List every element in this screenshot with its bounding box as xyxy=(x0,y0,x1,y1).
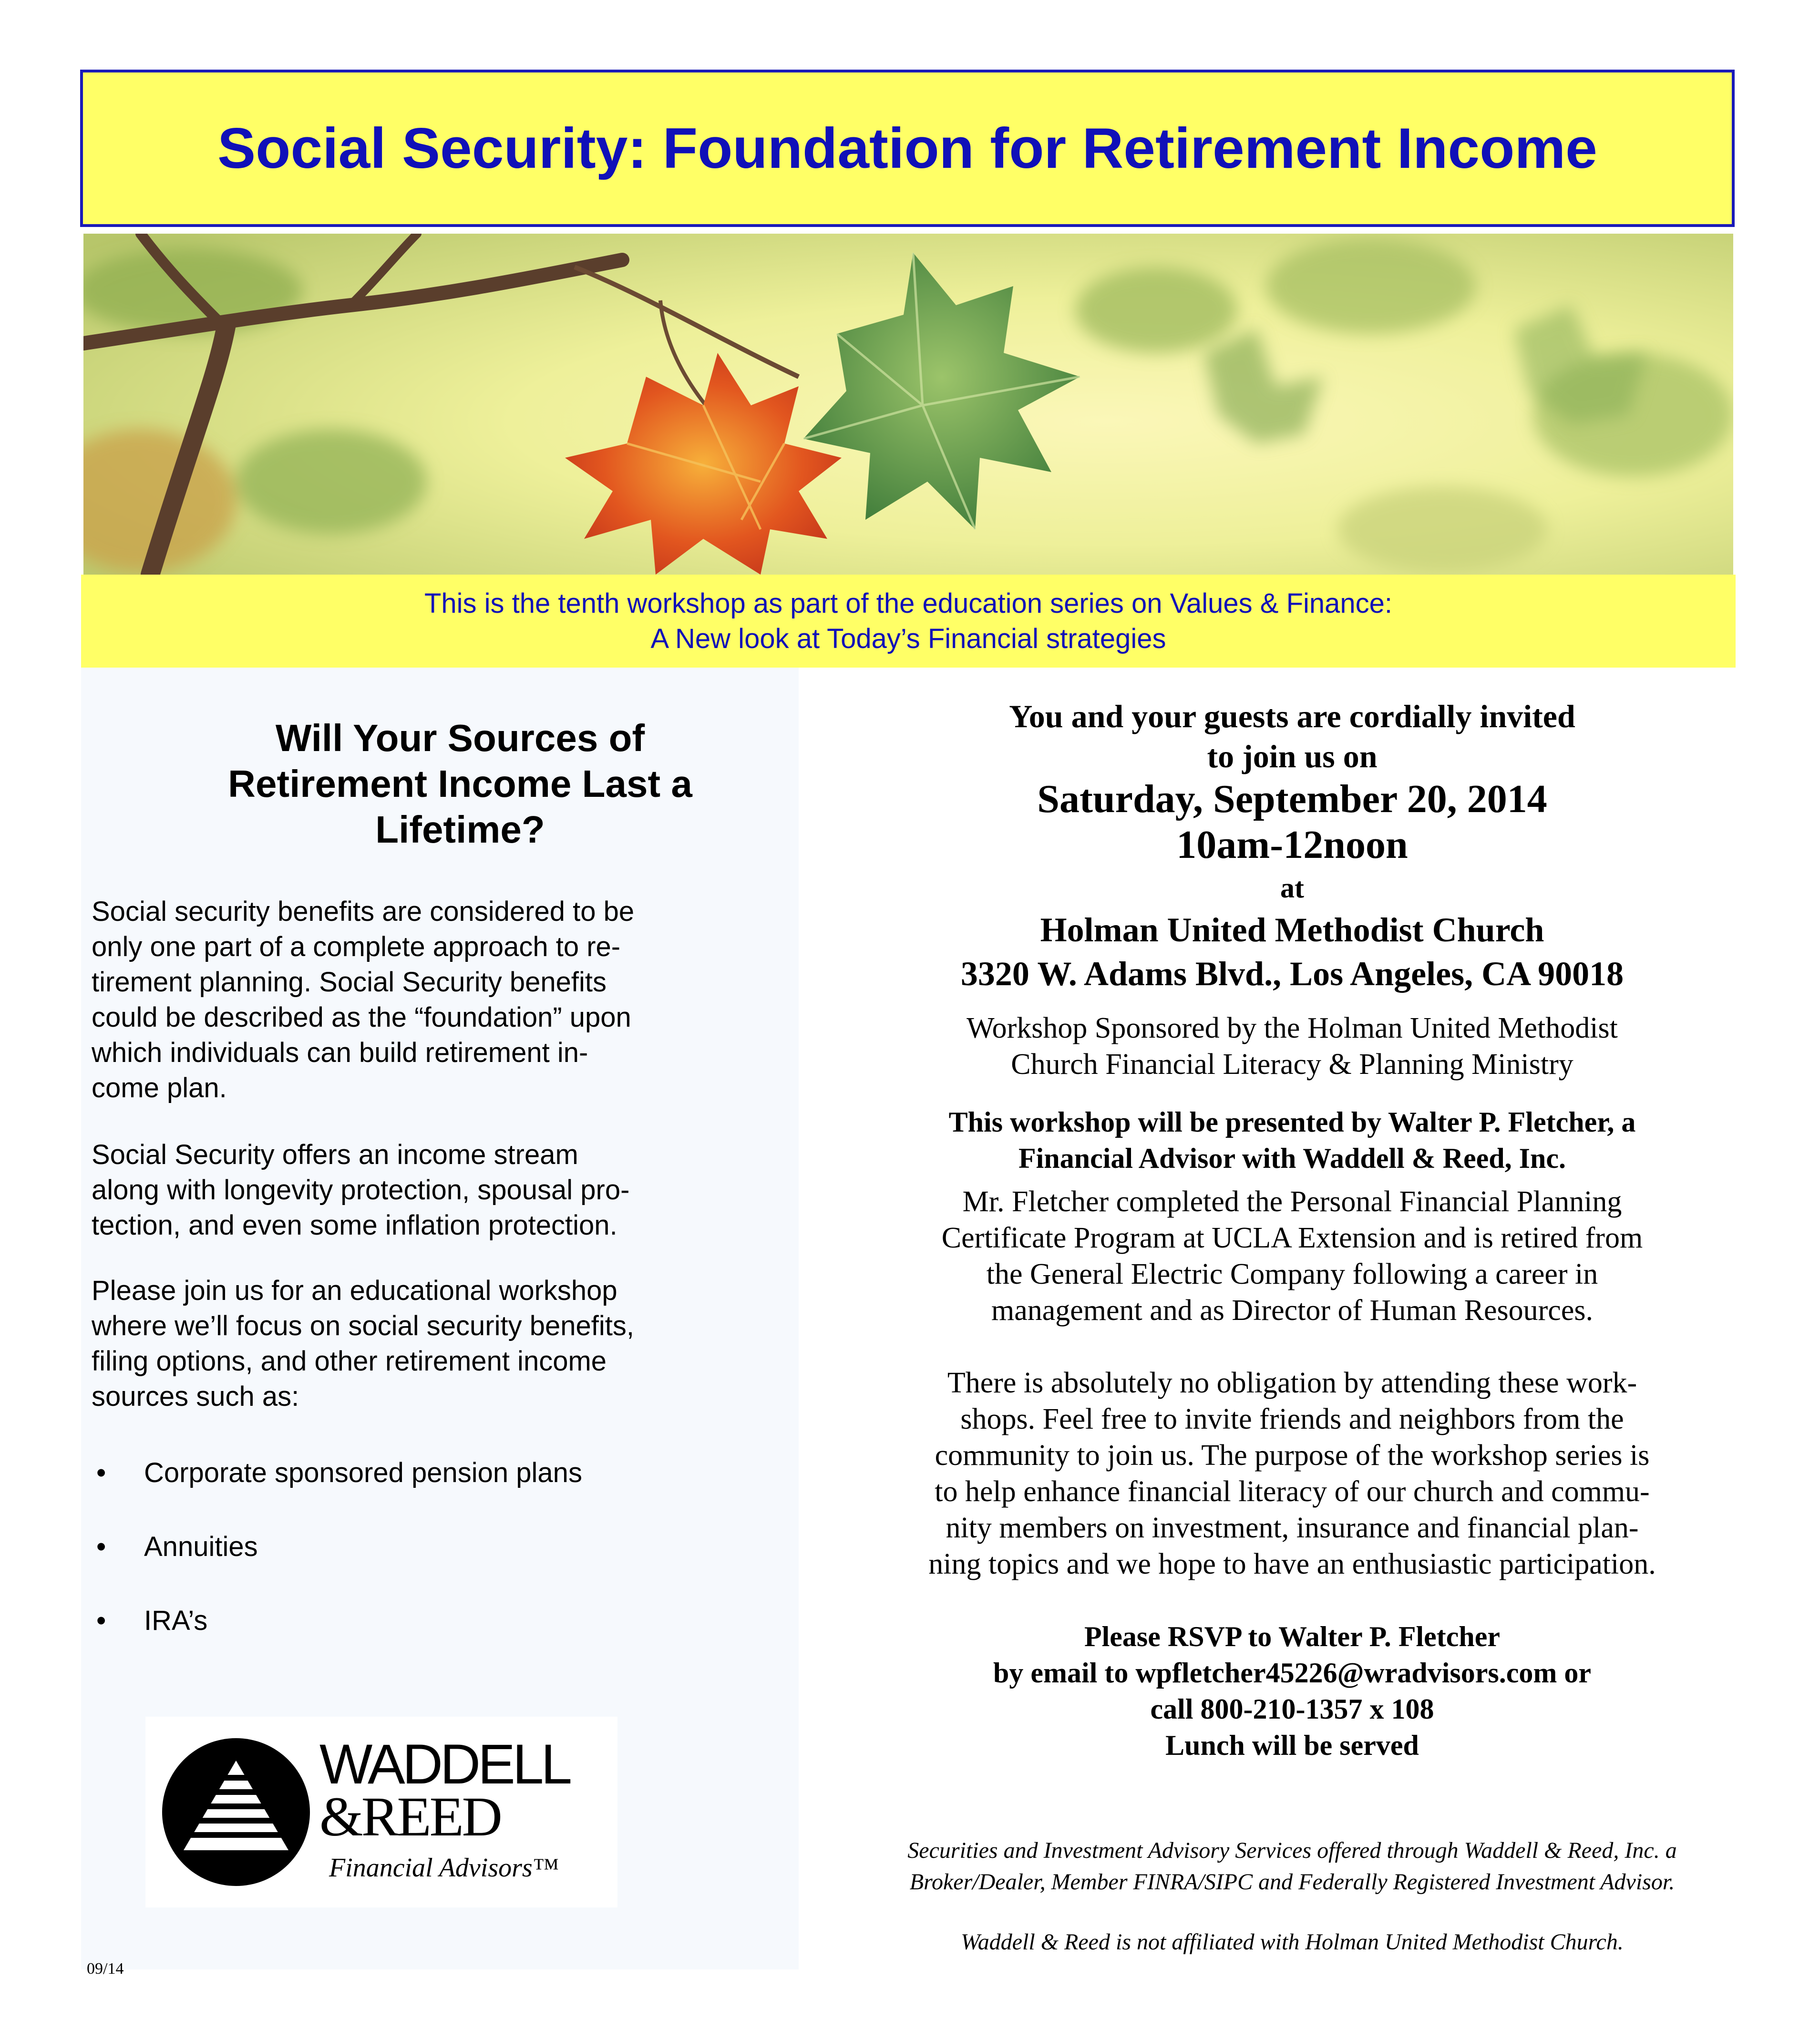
sponsor-text xyxy=(811,1010,1774,1082)
text-line: This workshop will be presented by Walter P. Fletcher, a xyxy=(948,1106,1636,1138)
text-line: to join us on xyxy=(1207,738,1378,774)
text-line: Securities and Investment Advisory Services offered through Waddell & Reed, Inc. a xyxy=(907,1838,1677,1863)
series-banner xyxy=(81,575,1736,668)
page-title: Social Security: Foundation for Retirement Income xyxy=(217,116,1597,180)
bullet-icon: • xyxy=(96,1457,106,1488)
presenter-bio xyxy=(811,1184,1774,1329)
text-line: Please join us for an educational workshop xyxy=(92,1275,617,1306)
venue-address: 3320 W. Adams Blvd., Los Angeles, CA 90018 xyxy=(960,955,1624,993)
text-line: Mr. Fletcher completed the Personal Financial Planning xyxy=(962,1185,1622,1218)
text-line: Financial Advisor with Waddell & Reed, Inc. xyxy=(1018,1143,1566,1174)
text-line: tection, and even some inflation protection. xyxy=(92,1210,617,1241)
text-line: Social Security offers an income stream xyxy=(92,1139,578,1170)
text-line: could be described as the “foundation” upon xyxy=(92,1002,631,1033)
text-line: Social security benefits are considered to be xyxy=(92,896,635,927)
securities-disclosure xyxy=(811,1835,1774,1898)
text-line: filing options, and other retirement income xyxy=(92,1346,607,1377)
invitation-column xyxy=(811,696,1774,1958)
series-banner-line1: This is the tenth workshop as part of the education series on Values & Finance: xyxy=(424,587,1393,619)
list-item xyxy=(92,1457,788,1531)
affiliation-disclaimer: Waddell & Reed is not affiliated with Holman United Methodist Church. xyxy=(961,1929,1624,1955)
waddell-reed-logo xyxy=(145,1717,617,1907)
text-line: There is absolutely no obligation by attending these work- xyxy=(947,1367,1637,1399)
at-label: at xyxy=(1280,872,1304,904)
left-heading-line: Retirement Income Last a xyxy=(228,763,692,805)
list-item xyxy=(92,1605,788,1679)
pyramid-logo-icon xyxy=(145,1717,317,1907)
left-panel xyxy=(81,668,799,1969)
workshop-paragraph xyxy=(92,1273,797,1414)
series-banner-line2: A New look at Today’s Financial strategies xyxy=(650,623,1166,654)
text-line: Church Financial Literacy & Planning Ministry xyxy=(1011,1048,1573,1081)
list-item-label: Corporate sponsored pension plans xyxy=(144,1457,582,1488)
list-item-label: Annuities xyxy=(144,1531,258,1562)
text-line: sources such as: xyxy=(92,1381,299,1412)
left-heading-line: Will Your Sources of xyxy=(275,717,645,759)
list-item-label: IRA’s xyxy=(144,1605,208,1636)
text-line: nity members on investment, insurance and financial plan- xyxy=(946,1512,1639,1544)
text-line: where we’ll focus on social security benefits, xyxy=(92,1310,634,1341)
left-heading xyxy=(114,715,806,853)
rsvp-phone: call 800-210-1357 x 108 xyxy=(1150,1693,1434,1725)
presenter-text xyxy=(811,1104,1774,1176)
event-date: Saturday, September 20, 2014 xyxy=(1037,777,1547,821)
benefits-paragraph xyxy=(92,894,797,1106)
list-item xyxy=(92,1531,788,1605)
text-line: which individuals can build retirement in- xyxy=(92,1037,588,1068)
text-line: to help enhance financial literacy of our church and commu- xyxy=(935,1475,1650,1508)
text-line: along with longevity protection, spousal pro- xyxy=(92,1175,630,1206)
text-line: ning topics and we hope to have an enthusiastic participation. xyxy=(928,1548,1656,1580)
text-line: come plan. xyxy=(92,1072,227,1103)
invitation-text xyxy=(811,696,1774,776)
venue-name: Holman United Methodist Church xyxy=(1040,911,1544,949)
text-line: Certificate Program at UCLA Extension and is retired from xyxy=(941,1222,1643,1254)
text-line: tirement planning. Social Security benefits xyxy=(92,967,607,998)
bullet-icon: • xyxy=(96,1531,106,1562)
logo-wordmark-line2: &REED xyxy=(319,1785,501,1848)
text-line: shops. Feel free to invite friends and neighbors from the xyxy=(960,1403,1624,1435)
document-code: 09/14 xyxy=(87,1960,124,1978)
text-line: the General Electric Company following a career in xyxy=(986,1258,1598,1290)
income-stream-paragraph xyxy=(92,1137,797,1243)
logo-wordmark-line1: WADDELL xyxy=(319,1733,570,1796)
rsvp-block xyxy=(811,1618,1774,1763)
no-obligation-paragraph xyxy=(811,1365,1774,1582)
text-line: Please RSVP to Walter P. Fletcher xyxy=(1084,1621,1501,1652)
text-line: Broker/Dealer, Member FINRA/SIPC and Federally Registered Investment Advisor. xyxy=(909,1869,1675,1895)
rsvp-email: by email to wpfletcher45226@wradvisors.com or xyxy=(993,1657,1591,1689)
text-line: management and as Director of Human Resources. xyxy=(991,1294,1593,1327)
logo-tagline: Financial Advisors™ xyxy=(329,1853,559,1883)
text-line: You and your guests are cordially invited xyxy=(1009,698,1575,734)
text-line: Lunch will be served xyxy=(1165,1730,1419,1761)
hero-image xyxy=(83,234,1733,575)
bullet-icon: • xyxy=(96,1605,106,1636)
left-heading-line: Lifetime? xyxy=(375,808,545,851)
title-box xyxy=(80,70,1735,227)
autumn-leaves-illustration xyxy=(83,234,1733,575)
text-line: community to join us. The purpose of the workshop series is xyxy=(935,1439,1650,1472)
income-sources-list xyxy=(92,1457,788,1679)
text-line: Workshop Sponsored by the Holman United Methodist xyxy=(967,1012,1618,1044)
event-time: 10am-12noon xyxy=(1176,823,1408,867)
text-line: only one part of a complete approach to re- xyxy=(92,931,621,962)
